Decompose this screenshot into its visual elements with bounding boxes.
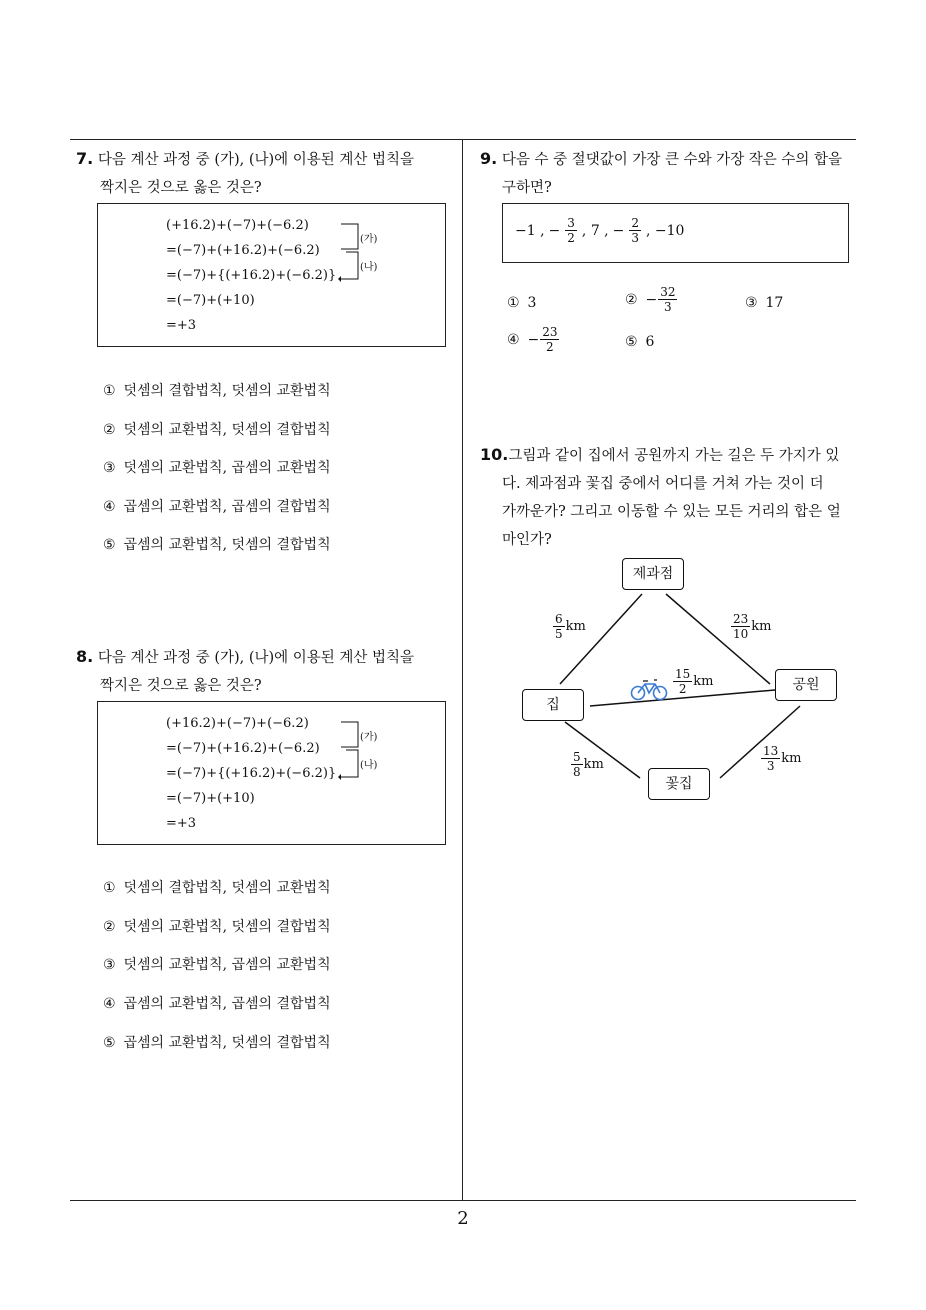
q7-option-mark: ① [103,383,116,399]
q9-option-sign: − [527,331,540,348]
q8-option-text: 덧셈의 교환법칙, 덧셈의 결합법칙 [123,919,331,935]
edge-unit: km [751,619,772,634]
numerator: 32 [660,285,676,299]
q8-option-text: 곱셈의 교환법칙, 덧셈의 결합법칙 [123,1035,331,1051]
q9-line2: 구하면? [502,180,552,196]
q8-option-text: 곱셈의 교환법칙, 곱셈의 결합법칙 [123,996,331,1012]
q9-line1: 다음 수 중 절댓값이 가장 큰 수와 가장 작은 수의 합을 [501,152,843,168]
denominator: 2 [546,340,554,354]
edge-unit: km [565,619,586,634]
q7-number: 7. [76,149,94,168]
q7-calc-line: =(−7)+(+16.2)+(−6.2) [166,243,320,258]
page-number: 2 [457,1208,469,1229]
numerator: 5 [573,750,581,764]
q8-calc-line: =+3 [166,816,197,831]
numerator: 3 [567,216,575,230]
q10-line: 다. 제과점과 꽃집 중에서 어디를 거쳐 가는 것이 더 [502,476,824,492]
numerator: 23 [542,325,558,339]
q10-line: 그림과 같이 집에서 공원까지 가는 길은 두 가지가 있 [508,448,840,464]
q8-line1: 다음 계산 과정 중 (가), (나)에 이용된 계산 법칙을 [97,650,415,666]
q8-line2: 짝지은 것으로 옳은 것은? [100,678,262,694]
q8-option-mark: ② [103,919,116,935]
q7-line2: 짝지은 것으로 옳은 것은? [100,180,262,196]
numerator: 13 [763,744,779,758]
edge-label-bakery-park [730,612,772,641]
numerator: 23 [733,612,749,626]
node-flower-shop: 꽃집 [648,768,710,800]
edge-label-home-bakery [552,612,586,641]
edge-label-flower-park [760,744,802,773]
denominator: 10 [733,627,749,641]
bicycle-icon [630,676,668,702]
edge-fraction [571,750,583,779]
q7-option-text: 덧셈의 결합법칙, 덧셈의 교환법칙 [123,383,331,399]
q9-num: , 7 , [581,222,609,239]
denominator: 2 [567,231,575,245]
q10-number: 10. [480,445,509,464]
q7-calc-line: =(−7)+{(+16.2)+(−6.2)} [166,268,337,283]
q9-num: , −10 [646,222,685,239]
q8-option-text: 덧셈의 교환법칙, 곱셈의 교환법칙 [123,957,331,973]
numerator: 15 [675,667,691,681]
q8-label-ga: (가) [360,732,378,743]
q7-option-mark: ④ [103,499,116,515]
edge-label-home-flower [570,750,604,779]
edge-label-home-park [672,667,714,696]
q7-calc-line: =(−7)+(+10) [166,293,255,308]
numerator: 6 [555,612,563,626]
edge-fraction [731,612,750,641]
q8-calc-line: =(−7)+(+16.2)+(−6.2) [166,741,320,756]
q8-option-mark: ① [103,880,116,896]
q7-line1: 다음 계산 과정 중 (가), (나)에 이용된 계산 법칙을 [97,152,415,168]
q7-option-mark: ③ [103,460,116,476]
q8-option-mark: ⑤ [103,1035,116,1051]
edge-unit: km [781,751,802,766]
q8-calc-line: (+16.2)+(−7)+(−6.2) [166,716,309,731]
q7-calc-line: =+3 [166,318,197,333]
q7-option-mark: ② [103,422,116,438]
q7-calc-line: (+16.2)+(−7)+(−6.2) [166,218,309,233]
node-home: 집 [522,689,584,721]
q8-option-mark: ④ [103,996,116,1012]
q7-option-text: 덧셈의 교환법칙, 곱셈의 교환법칙 [123,460,331,476]
q9-option-mark: ⑤ [625,334,638,350]
q8-number: 8. [76,647,94,666]
q8-option-text: 덧셈의 결합법칙, 덧셈의 교환법칙 [123,880,331,896]
q8-calc-line: =(−7)+{(+16.2)+(−6.2)} [166,766,337,781]
denominator: 5 [555,627,563,641]
edge-unit: km [583,757,604,772]
q9-option-text: 17 [765,295,784,311]
numerator: 2 [631,216,640,230]
q9-num-sign: − [612,222,625,239]
q10-line: 가까운가? 그리고 이동할 수 있는 모든 거리의 합은 얼 [502,504,841,520]
q7-option-text: 덧셈의 교환법칙, 덧셈의 결합법칙 [123,422,331,438]
node-park: 공원 [775,669,837,701]
denominator: 3 [766,759,775,773]
q9-option-text: 6 [645,334,655,350]
q9-option-text: 3 [527,295,537,311]
q9-num-sign: − [548,222,561,239]
denominator: 3 [664,300,672,314]
edge-fraction [761,744,780,773]
q7-label-na: (나) [360,262,378,273]
q9-option-mark: ③ [745,295,758,311]
denominator: 8 [573,765,581,779]
denominator: 3 [631,231,640,245]
q10-line: 마인가? [502,532,552,548]
node-bakery: 제과점 [622,558,684,590]
edge-unit: km [693,674,714,689]
q8-label-na: (나) [360,760,378,771]
edge-fraction [553,612,565,641]
edge-fraction [673,667,692,696]
q8-option-mark: ③ [103,957,116,973]
q7-option-text: 곱셈의 교환법칙, 덧셈의 결합법칙 [123,537,331,553]
q7-option-text: 곱셈의 교환법칙, 곱셈의 결합법칙 [123,499,331,515]
q9-option-mark: ② [625,291,638,308]
q9-number: 9. [480,149,498,168]
q7-option-mark: ⑤ [103,537,116,553]
q9-option-sign: − [645,291,658,308]
denominator: 2 [678,682,687,696]
q9-option-mark: ① [507,295,520,311]
q9-option-mark: ④ [507,331,520,348]
q7-label-ga: (가) [360,234,378,245]
q9-num: −1 , [515,222,545,239]
q8-calc-line: =(−7)+(+10) [166,791,255,806]
